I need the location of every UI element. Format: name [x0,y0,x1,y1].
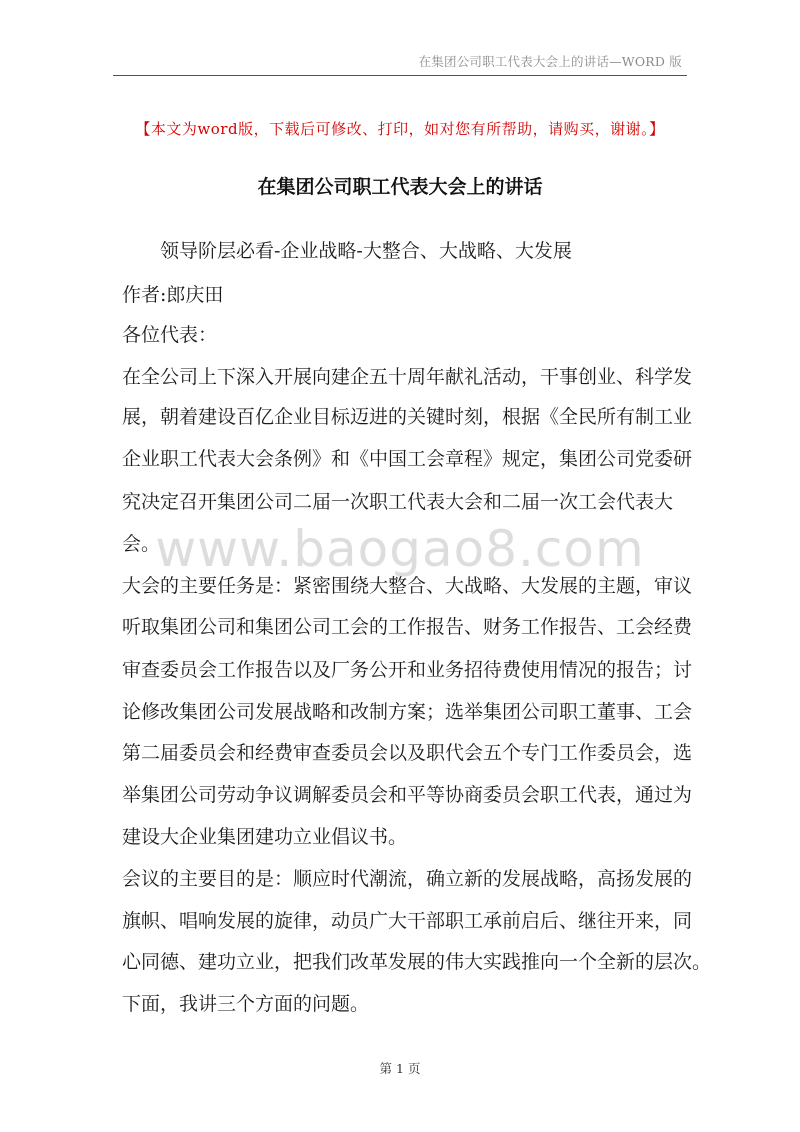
watermark: www.baogao8.com [155,520,645,578]
salutation-line: 各位代表： [122,324,218,346]
header-divider [113,75,687,76]
paragraph-line: 举集团公司劳动争议调解委员会和平等协商委员会职工代表，通过为 [122,784,693,806]
paragraph-line: 论修改集团公司发展战略和改制方案；选举集团公司职工董事、工会 [122,701,693,723]
paragraph-line: 企业职工代表大会条例》和《中国工会章程》规定，集团公司党委研 [122,448,693,470]
paragraph-line: 下面，我讲三个方面的问题。 [122,993,370,1015]
paragraph-line: 展，朝着建设百亿企业目标迈进的关键时刻，根据《全民所有制工业 [122,406,693,428]
paragraph-line: 第二届委员会和经费审查委员会以及职代会五个专门工作委员会，选 [122,742,693,764]
subtitle-line: 领导阶层必看-企业战略-大整合、大战略、大发展 [160,240,572,262]
running-header: 在集团公司职工代表大会上的讲话—WORD 版 [418,54,682,69]
paragraph-line: 大会的主要任务是：紧密围绕大整合、大战略、大发展的主题，审议 [122,575,693,597]
document-title: 在集团公司职工代表大会上的讲话 [257,176,543,198]
paragraph-line: 在全公司上下深入开展向建企五十周年献礼活动，干事创业、科学发 [122,366,693,388]
paragraph-line: 听取集团公司和集团公司工会的工作报告、财务工作报告、工会经费 [122,616,693,638]
paragraph-line: 究决定召开集团公司二届一次职工代表大会和二届一次工会代表大 [122,491,674,513]
paragraph-line: 心同德、建功立业，把我们改革发展的伟大实践推向一个全新的层次。 [122,951,712,973]
page-number: 第 1 页 [379,1061,421,1076]
download-notice: 【本文为word版，下载后可修改、打印，如对您有所帮助，请购买，谢谢。】 [135,120,665,138]
paragraph-line: 建设大企业集团建功立业倡议书。 [122,826,408,848]
paragraph-line: 会。 [122,533,161,555]
author-line: 作者:郎庆田 [122,284,224,306]
paragraph-line: 审查委员会工作报告以及厂务公开和业务招待费使用情况的报告；讨 [122,659,693,681]
paragraph-line: 会议的主要目的是：顺应时代潮流，确立新的发展战略，高扬发展的 [122,868,693,890]
paragraph-line: 旗帜、唱响发展的旋律，动员广大干部职工承前启后、继往开来，同 [122,910,693,932]
